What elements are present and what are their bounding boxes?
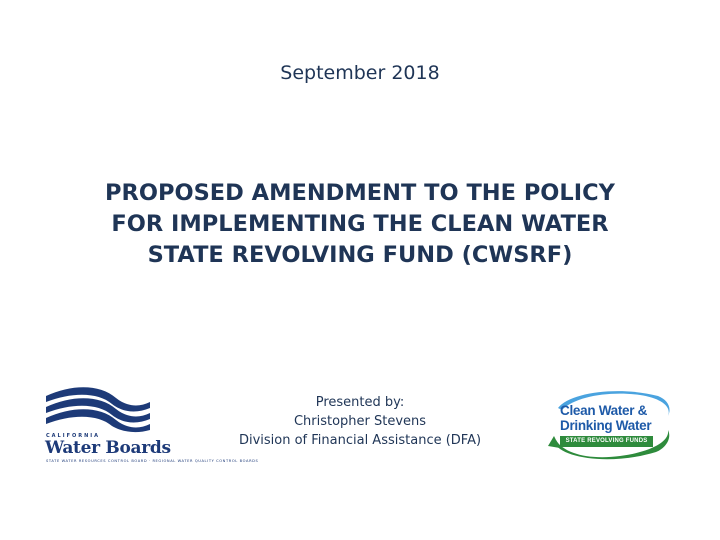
- water-boards-tagline: STATE WATER RESOURCES CONTROL BOARD · REGIONAL WATER QUALITY CONTROL BOARDS: [46, 459, 259, 463]
- title-line: STATE REVOLVING FUND (CWSRF): [147, 242, 573, 268]
- water-boards-name: Water Boards: [45, 438, 171, 458]
- clean-water-band: STATE REVOLVING FUNDS: [560, 436, 653, 447]
- water-boards-state: CALIFORNIA: [46, 433, 101, 439]
- slide-title: [60, 178, 660, 271]
- presenter-label: Presented by:: [315, 395, 405, 410]
- presenter-name: Christopher Stevens: [293, 414, 427, 429]
- slide-date: September 2018: [280, 62, 440, 84]
- presenter-block: [200, 393, 520, 450]
- water-waves-icon: [42, 386, 154, 432]
- presenter-division: Division of Financial Assistance (DFA): [238, 433, 482, 448]
- title-line: FOR IMPLEMENTING THE CLEAN WATER: [111, 211, 609, 237]
- clean-water-logo: [540, 386, 680, 468]
- clean-water-line1: Clean Water &: [560, 403, 648, 418]
- clean-water-line2: Drinking Water: [560, 418, 652, 433]
- title-line: PROPOSED AMENDMENT TO THE POLICY: [105, 180, 615, 206]
- water-boards-logo: [42, 386, 259, 468]
